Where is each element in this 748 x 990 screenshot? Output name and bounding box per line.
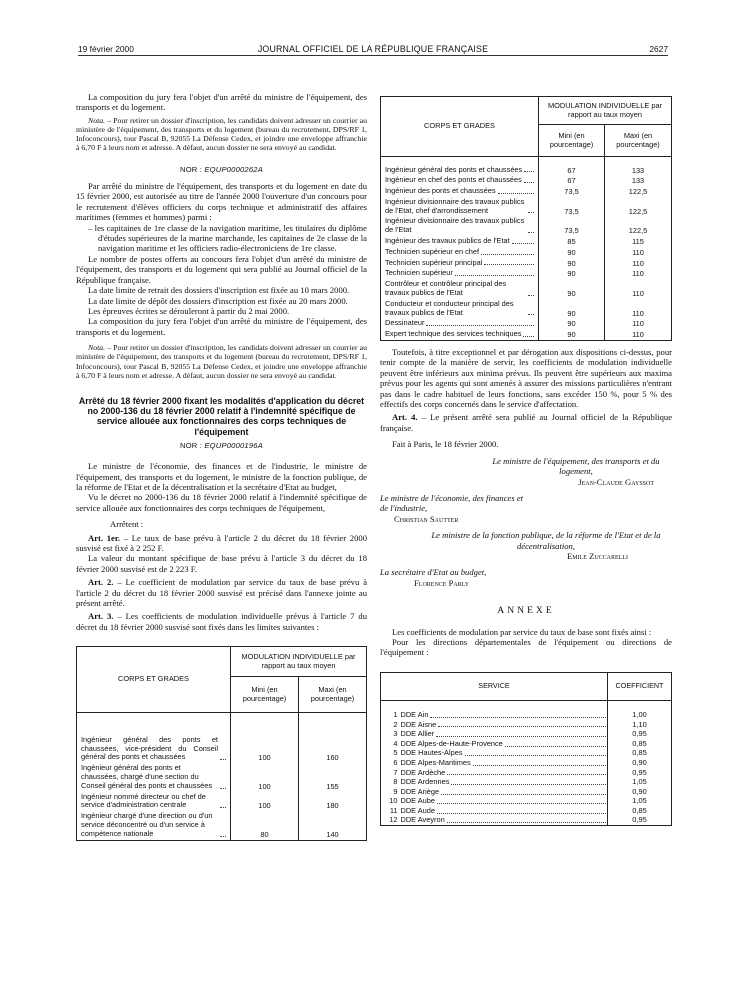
modulation-table-right (380, 96, 672, 341)
grade-label: Ingénieur des ponts et chaussées (385, 186, 496, 196)
mini-value: 90 (539, 318, 605, 329)
table-row (381, 720, 672, 730)
paragraph: La composition du jury fera l'objet d'un arrêté du ministre de l'équipement, des transports et du logement. (76, 92, 367, 113)
coefficient-value: 0,90 (608, 787, 672, 797)
nor-prefix: NOR : (180, 440, 205, 450)
coefficient-value: 1,10 (608, 720, 672, 730)
maxi-value: 155 (299, 763, 367, 791)
maxi-value: 122,5 (605, 197, 672, 217)
table-row (381, 329, 672, 340)
right-column (380, 96, 672, 826)
table-header-mini: Mini (en pourcentage) (539, 125, 605, 157)
maxi-value: 140 (299, 811, 367, 840)
left-column (76, 92, 367, 841)
maxi-value: 122,5 (605, 186, 672, 197)
signature-name: Christian Sautter (394, 513, 459, 524)
article-label: Art. 4. (392, 412, 418, 423)
article-3 (76, 611, 367, 632)
table-row (381, 299, 672, 319)
coefficient-value: 1,05 (608, 777, 672, 787)
mini-value: 73,5 (539, 216, 605, 236)
mini-value: 90 (539, 279, 605, 299)
maxi-value: 160 (299, 735, 367, 763)
row-number: 1 (393, 710, 398, 720)
article-text: – Le coefficient de modulation par service du taux de base prévu à l'article 2 du décret du 18 février 2000 susvisé est précisé dans l'annexe jointe au présent arrêté. (76, 577, 368, 609)
maxi-value: 110 (605, 268, 672, 279)
table-header-mini: Mini (en pourcentage) (231, 677, 299, 713)
table-header-corps: CORPS ET GRADES (77, 647, 231, 713)
nor-code: EQUP0000262A (204, 164, 263, 174)
mini-value: 90 (539, 258, 605, 269)
maxi-value: 122,5 (605, 216, 672, 236)
nota-paragraph (76, 343, 367, 380)
row-number: 7 (393, 767, 398, 777)
grade-label: Contrôleur et contrôleur principal des travaux publics de l'Etat (385, 279, 507, 298)
article-label: Art. 3. (88, 611, 114, 622)
row-number: 2 (393, 719, 398, 729)
maxi-value: 110 (605, 279, 672, 299)
bullet-list (88, 223, 367, 254)
signature-title: La secrétaire d'Etat au budget, (380, 567, 487, 578)
grade-label: Dessinateur (385, 318, 425, 328)
service-name: DDE Aisne (400, 719, 437, 729)
table-row (381, 787, 672, 797)
maxi-value: 110 (605, 258, 672, 269)
table-row (381, 710, 672, 720)
table-row (381, 758, 672, 768)
article-4 (380, 412, 672, 433)
table-row (381, 175, 672, 186)
header-date: 19 février 2000 (78, 44, 134, 54)
grade-label: Ingénieur général des ponts et chaussées, vice-président du Conseil général des ponts et chaussées (81, 734, 218, 762)
article-text: – Les coefficients de modulation individuelle prévus à l'article 7 du décret du 18 février 2000 susvisé sont fixés dans les limites suivantes : (76, 611, 368, 632)
coefficient-value: 1,00 (608, 710, 672, 720)
service-name: DDE Alpes-Maritimes (400, 758, 471, 768)
mini-value: 90 (539, 329, 605, 340)
article-label: Art. 2. (88, 577, 114, 588)
table-header-maxi: Maxi (en pourcentage) (299, 677, 367, 713)
paragraph: Le nombre de postes offerts au concours fera l'objet d'un arrêté du ministre de l'équipement, des transports et du logement qui sera publié au Journal officiel de la République française. (76, 253, 367, 285)
row-number: 12 (389, 815, 398, 825)
table-header-coefficient: COEFFICIENT (608, 672, 672, 700)
table-header-service: SERVICE (381, 672, 608, 700)
signature-block (380, 530, 672, 561)
coefficient-value: 0,85 (608, 739, 672, 749)
table-row (381, 268, 672, 279)
grade-label: Ingénieur général des ponts et chaussées (385, 164, 523, 174)
article-text: – Le taux de base prévu à l'article 2 du décret du 18 février 2000 susvisé est fixé à 2 252 F. (76, 532, 367, 553)
table-row (381, 197, 672, 217)
coefficient-value: 0,95 (608, 768, 672, 778)
grade-label: Ingénieur des travaux publics de l'Etat (385, 236, 510, 246)
signature-title: Le ministre de l'équipement, des transports et du logement, (492, 455, 660, 477)
signature-title: Le ministre de l'économie, des finances et de l'industrie, (380, 492, 524, 514)
signature-title: Le ministre de la fonction publique, de la réforme de l'Etat et de la décentralisation, (431, 530, 661, 551)
nor-prefix: NOR : (180, 164, 205, 174)
table-header-maxi: Maxi (en pourcentage) (605, 125, 672, 157)
maxi-value: 133 (605, 165, 672, 176)
service-coefficient-table (380, 672, 672, 826)
mini-value: 90 (539, 299, 605, 319)
paragraph: La date limite de retrait des dossiers d'inscription est fixée au 10 mars 2000. (88, 285, 350, 296)
table-row (381, 318, 672, 329)
maxi-value: 133 (605, 175, 672, 186)
service-name: DDE Ardennes (400, 777, 450, 787)
list-item: – les capitaines de 1re classe de la navigation maritime, les titulaires du diplôme d'études supérieures de la marine marchande, les capitaines de 2e classe de la navigation maritime et les officiers radio-électroniciens de 1re classe. (88, 222, 367, 254)
article-text: – Le présent arrêté sera publié au Journal officiel de la République française. (380, 412, 673, 433)
row-number: 8 (393, 777, 398, 787)
grade-label: Ingénieur en chef des ponts et chaussées (385, 175, 522, 185)
table-row (77, 811, 367, 840)
table-row (381, 777, 672, 787)
grade-label: Expert technique des services techniques (385, 329, 522, 339)
article-label: Art. 1er. (88, 532, 121, 543)
paragraph: Toutefois, à titre exceptionnel et par dérogation aux dispositions ci-dessus, pour tenir compte de la manière de servir, les coefficients de modulation individuelle peuvent être inférieurs aux minima prévus. Ils peuvent être supérieurs aux maxima prévus pour les agents qui sont amenés à assurer des missions particulières n'entrant pas dans le cadre habituel de leurs fonctions, sans excéder 150 %, pour 5 % des effectifs des corps concernés dans le service d'affectation. (380, 347, 672, 410)
grade-label: Ingénieur divisionnaire des travaux publics de l'Etat (385, 216, 525, 235)
service-name: DDE Hautes-Alpes (400, 748, 463, 758)
paragraph: La valeur du montant spécifique de base prévu à l'article 3 du décret du 18 février 2000 susvisé est de 2 223 F. (76, 553, 367, 574)
paragraph: La date limite de dépôt des dossiers d'inscription est fixée au 20 mars 2000. (88, 295, 348, 306)
paragraph: Par arrêté du ministre de l'équipement, des transports et du logement en date du 15 février 2000, est autorisée au titre de l'année 2000 l'ouverture d'un concours pour le recrutement d'élèves officiers du corps technique et administratif des affaires maritimes (femmes et hommes) parmi : (76, 181, 367, 223)
table-row (381, 236, 672, 247)
service-name: DDE Ariège (400, 786, 440, 796)
service-name: DDE Aube (400, 796, 436, 806)
paragraph: Les épreuves écrites se dérouleront à partir du 2 mai 2000. (88, 305, 290, 316)
table-row (381, 165, 672, 176)
annexe-heading: ANNEXE (497, 605, 555, 617)
row-number: 10 (389, 796, 398, 806)
modulation-table-left (76, 646, 367, 840)
mini-value: 90 (539, 268, 605, 279)
maxi-value: 110 (605, 318, 672, 329)
service-name: DDE Allier (400, 729, 435, 739)
service-name: DDE Ain (400, 710, 429, 720)
nor-code: EQUP0000196A (204, 440, 263, 450)
row-number: 6 (393, 758, 398, 768)
fait-a-paris: Fait à Paris, le 18 février 2000. (392, 439, 499, 450)
table-row (381, 739, 672, 749)
grade-label: Ingénieur général des ponts et chaussées, chargé d'une section du Conseil général des ponts et chaussées (81, 763, 213, 790)
mini-value: 100 (231, 792, 299, 812)
row-number: 3 (393, 729, 398, 739)
nor-reference (76, 165, 367, 175)
service-name: DDE Ardèche (400, 767, 446, 777)
coefficient-value: 0,95 (608, 816, 672, 826)
arrete-title: Arrêté du 18 février 2000 fixant les modalités d'application du décret no 2000-136 du 18 février 2000 relatif à l'indemnité spécifique de service allouée aux fonctionnaires des corps techniques de l'équipement (78, 395, 365, 437)
row-number: 11 (389, 806, 398, 816)
signature-block (380, 493, 530, 524)
row-number: 9 (393, 786, 398, 796)
table-row (381, 768, 672, 778)
header-page-number: 2627 (649, 44, 668, 54)
signature-block (380, 456, 672, 487)
coefficient-value: 0,95 (608, 729, 672, 739)
table-row (381, 279, 672, 299)
service-name: DDE Aveyron (400, 815, 445, 825)
mini-value: 73,5 (539, 197, 605, 217)
table-row (77, 763, 367, 791)
mini-value: 73,5 (539, 186, 605, 197)
service-name: DDE Alpes-de-Haute-Provence (400, 738, 503, 748)
signature-name: Emile Zuccarelli (567, 550, 628, 561)
signature-block (380, 567, 672, 588)
coefficient-value: 1,05 (608, 797, 672, 807)
coefficient-value: 0,85 (608, 749, 672, 759)
grade-label: Ingénieur nommé directeur ou chef de service d'administration centrale (81, 791, 206, 810)
article-1 (76, 533, 367, 554)
header-journal-title: JOURNAL OFFICIEL DE LA RÉPUBLIQUE FRANÇAISE (257, 44, 489, 54)
grade-label: Technicien supérieur principal (385, 257, 483, 267)
table-row (381, 186, 672, 197)
mini-value: 100 (231, 735, 299, 763)
maxi-value: 110 (605, 299, 672, 319)
nota-paragraph (76, 116, 367, 153)
table-row (381, 749, 672, 759)
mini-value: 90 (539, 247, 605, 258)
grade-label: Conducteur et conducteur principal des travaux publics de l'Etat (385, 298, 514, 317)
grade-label: Ingénieur divisionnaire des travaux publics de l'Etat, chef d'arrondissement (385, 196, 525, 215)
coefficient-value: 0,90 (608, 758, 672, 768)
mini-value: 80 (231, 811, 299, 840)
nota-text: – Pour retirer un dossier d'inscription, les candidats doivent adresser un courrier au ministère de l'équipement, des transports et du logement (bureau du recrutement, DPS/RF 1, Infoconcours), tour Pascal B, 92055 La Défense Cedex, et joindre une enveloppe affranchie à 6,70 F à leurs nom et adresse. A défaut, aucun dossier ne sera envoyé au candidat. (76, 343, 367, 380)
nota-label: Nota. (88, 115, 106, 125)
coefficient-value: 0,85 (608, 806, 672, 816)
arretent: Arrêtent : (110, 519, 144, 530)
maxi-value: 110 (605, 247, 672, 258)
table-row (381, 816, 672, 826)
paragraph: La composition du jury fera l'objet d'un arrêté du ministre de l'équipement, des transports et du logement. (76, 316, 367, 337)
nota-text: – Pour retirer un dossier d'inscription, les candidats doivent adresser un courrier au ministère de l'équipement, des transports et du logement (bureau du recrutement, DPS/RF 1, Infoconcours), tour Pascal B, 92055 La Défense Cedex, et joindre une enveloppe affranchie à 6,70 F à leurs nom et adresse. A défaut, aucun dossier ne sera envoyé au candidat. (76, 115, 367, 153)
grade-label: Technicien supérieur (385, 268, 453, 278)
maxi-value: 180 (299, 792, 367, 812)
article-2 (76, 577, 367, 608)
table-row (381, 258, 672, 269)
row-number: 5 (393, 748, 398, 758)
nor-reference (76, 441, 367, 451)
table-header-corps: CORPS ET GRADES (381, 97, 539, 157)
mini-value: 100 (231, 763, 299, 791)
grade-label: Technicien supérieur en chef (385, 246, 480, 256)
table-row (381, 247, 672, 258)
service-name: DDE Aude (400, 806, 436, 816)
table-row (77, 735, 367, 763)
paragraph: Les coefficients de modulation par service du taux de base sont fixés ainsi : (392, 626, 652, 637)
table-row (381, 797, 672, 807)
paragraph: Le ministre de l'économie, des finances et de l'industrie, le ministre de l'équipement, des transports et du logement, le ministre de la fonction publique, de la réforme de l'Etat et de la décentralisation et la secrétaire d'Etat au budget, (76, 461, 367, 492)
table-row (381, 216, 672, 236)
mini-value: 85 (539, 236, 605, 247)
paragraph: Pour les directions départementales de l'équipement ou directions de l'équipement : (380, 636, 672, 658)
grade-label: Ingénieur chargé d'une direction ou d'un service déconcentré ou d'un service à compétence nationale (81, 811, 213, 838)
page-header (78, 44, 668, 56)
maxi-value: 110 (605, 329, 672, 340)
table-row (381, 729, 672, 739)
table-header-modulation: MODULATION INDIVIDUELLE par rapport au taux moyen (231, 647, 367, 677)
table-header-modulation: MODULATION INDIVIDUELLE par rapport au taux moyen (539, 97, 672, 125)
nota-label: Nota. (88, 343, 106, 353)
signature-name: Florence Parly (414, 577, 470, 588)
paragraph: Vu le décret no 2000-136 du 18 février 2000 relatif à l'indemnité spécifique de service allouée aux fonctionnaires des corps techniques de l'équipement, (76, 492, 367, 513)
row-number: 4 (393, 738, 398, 748)
mini-value: 67 (539, 165, 605, 176)
table-row (77, 792, 367, 812)
mini-value: 67 (539, 175, 605, 186)
maxi-value: 115 (605, 236, 672, 247)
signature-name: Jean-Claude Gayssot (578, 476, 654, 487)
